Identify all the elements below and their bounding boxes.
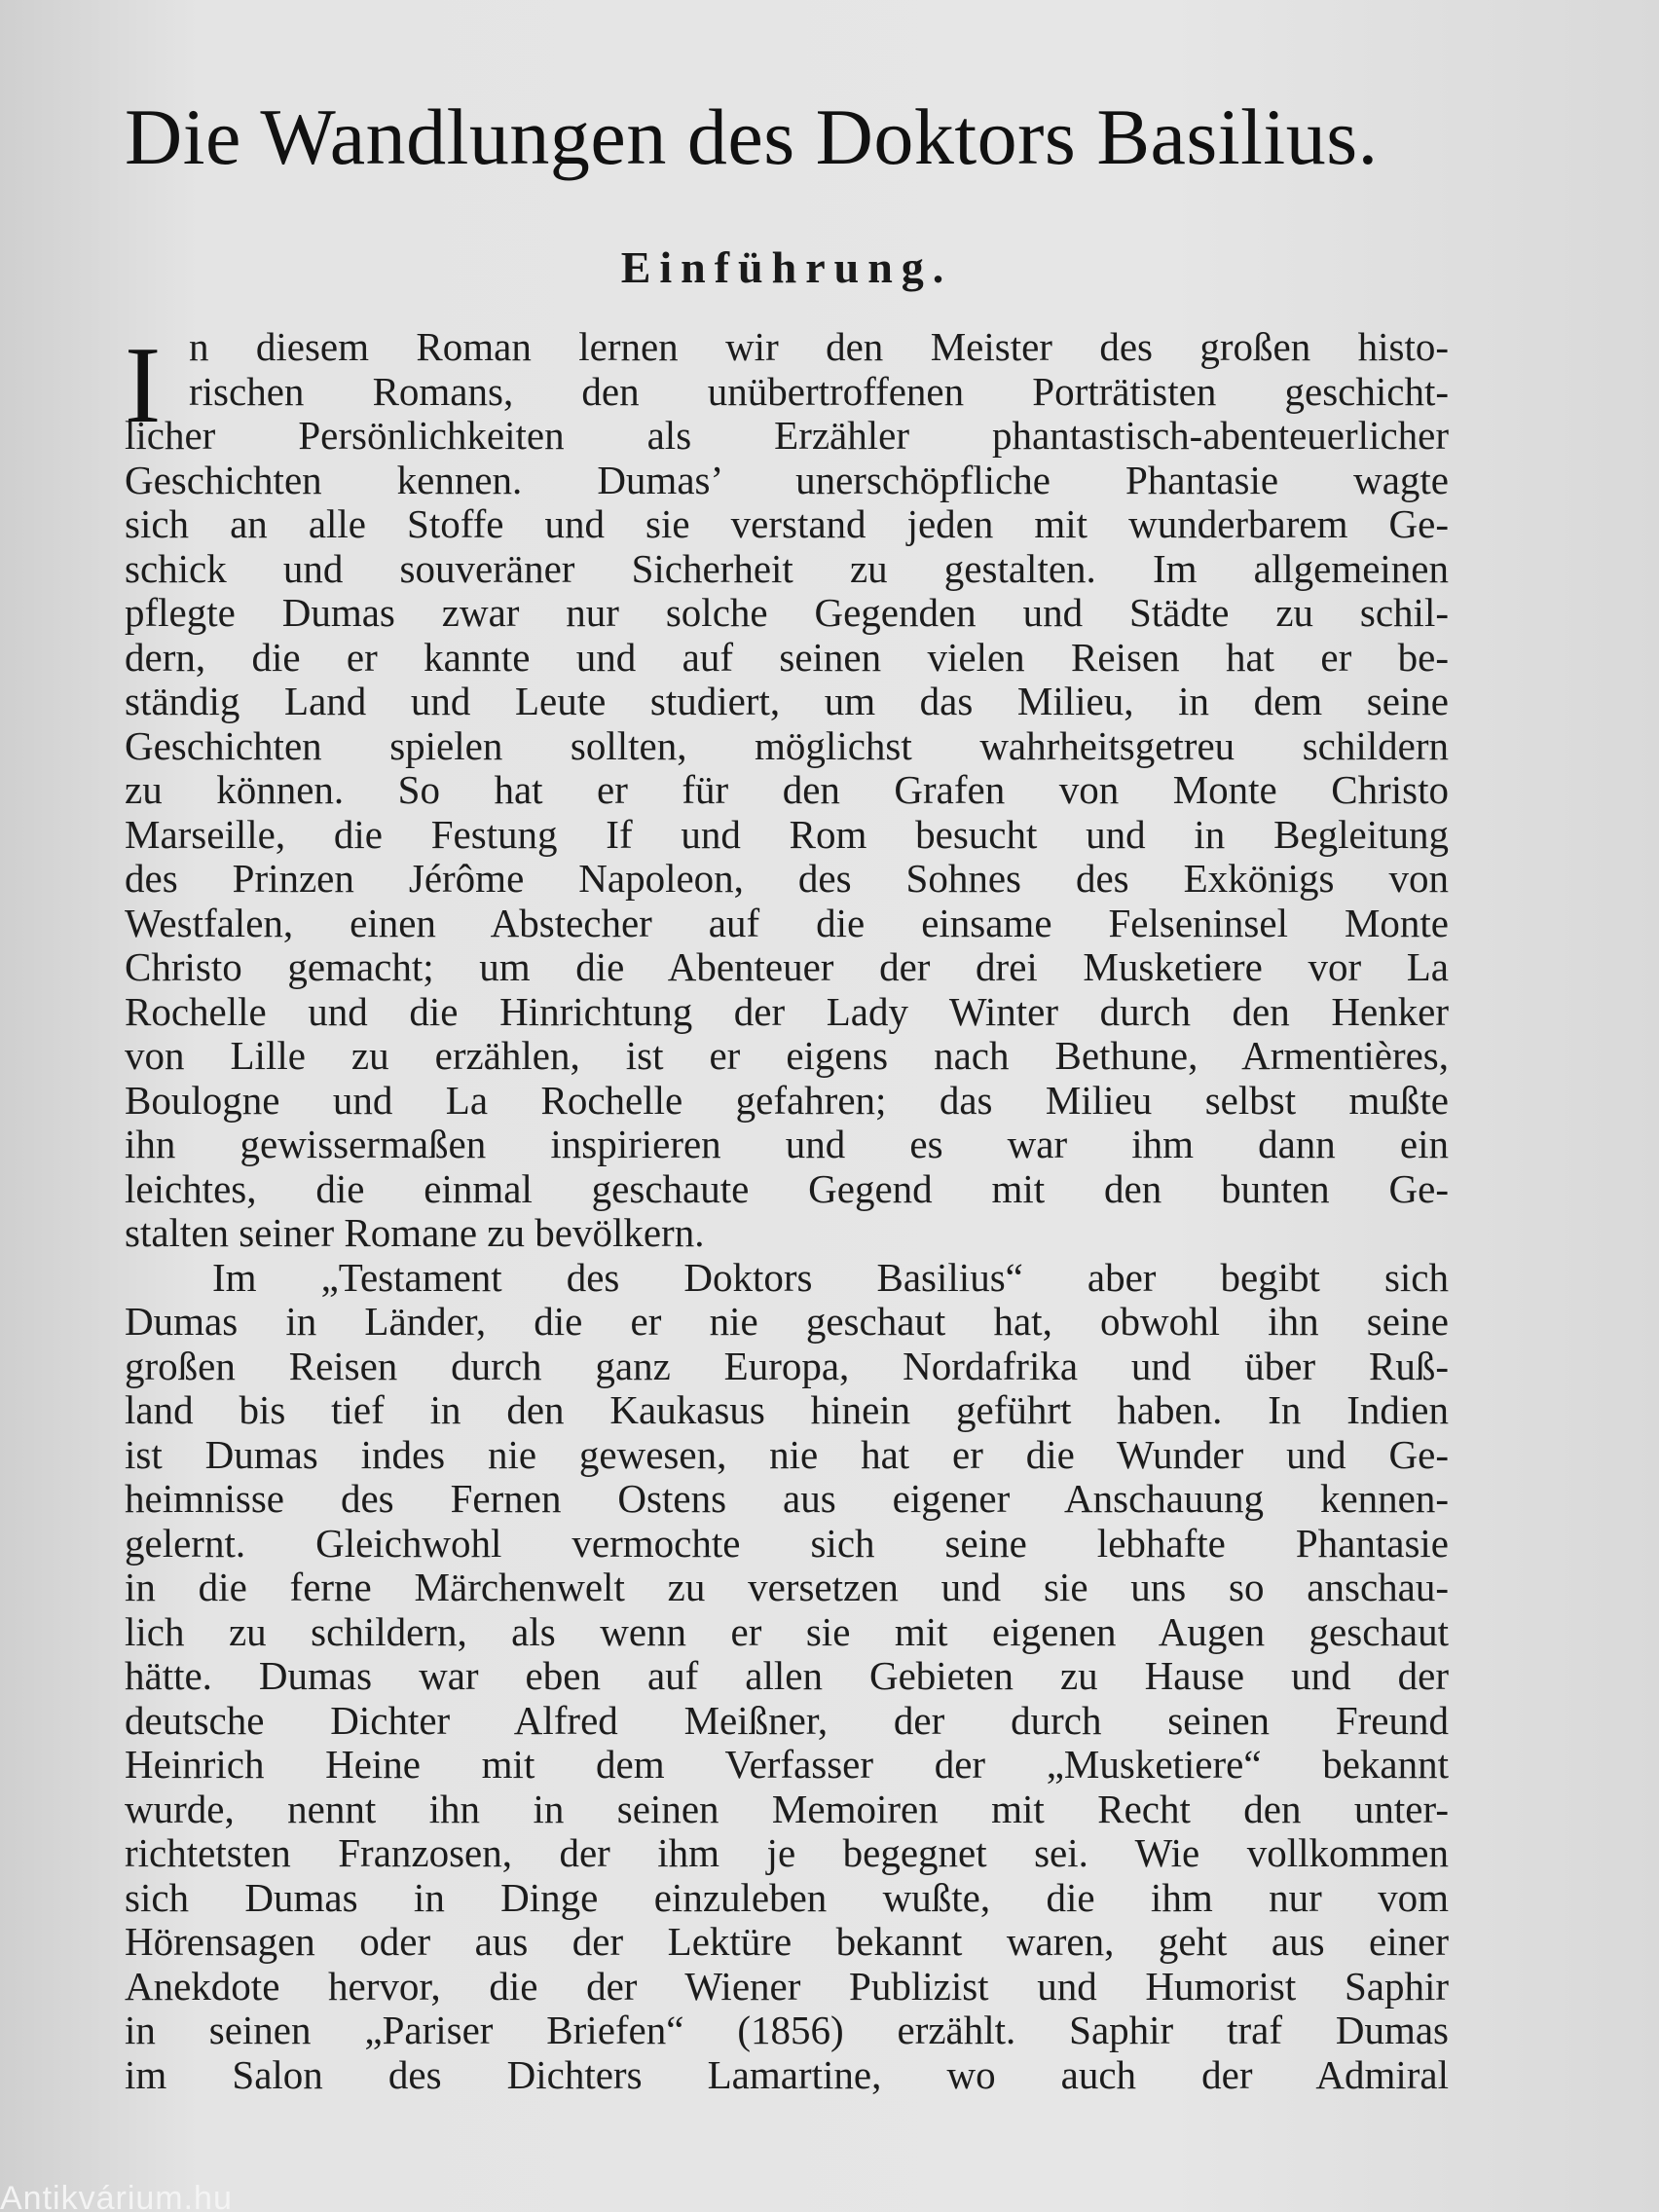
- text-line: Westfalen, einen Abstecher auf die einsame Felseninsel Monte: [125, 900, 1449, 945]
- text-line: zu können. So hat er für den Grafen von Monte Christo: [125, 767, 1449, 812]
- text-line: heimnisse des Fernen Ostens aus eigener Anschauung kennen-: [125, 1476, 1449, 1521]
- text-line: ständig Land und Leute studiert, um das Milieu, in dem seine: [125, 679, 1449, 723]
- text-line: Geschichten kennen. Dumas’ unerschöpfliche Phantasie wagte: [125, 457, 1449, 502]
- text-line: in die ferne Märchenwelt zu versetzen und sie uns so anschau-: [125, 1565, 1449, 1609]
- text-line: gelernt. Gleichwohl vermochte sich seine lebhafte Phantasie: [125, 1520, 1449, 1566]
- body-text: [125, 325, 1449, 2097]
- text-line: licher Persönlichkeiten als Erzähler phantastisch-abenteuerlicher: [125, 413, 1449, 458]
- text-line: großen Reisen durch ganz Europa, Nordafrika und über Ruß-: [125, 1343, 1449, 1388]
- text-line: Heinrich Heine mit dem Verfasser der „Musketiere“ bekannt: [125, 1742, 1449, 1787]
- text-line: ihn gewissermaßen inspirieren und es war ihm dann ein: [125, 1122, 1449, 1166]
- text-line: deutsche Dichter Alfred Meißner, der durch seinen Freund: [125, 1697, 1449, 1743]
- text-line: Marseille, die Festung If und Rom besucht und in Begleitung: [125, 811, 1449, 857]
- text-line: leichtes, die einmal geschaute Gegend mit den bunten Ge-: [125, 1165, 1449, 1211]
- text-line: Christo gemacht; um die Abenteuer der drei Musketiere vor La: [125, 944, 1449, 989]
- text-line: land bis tief in den Kaukasus hinein geführt haben. In Indien: [125, 1387, 1449, 1432]
- text-line: hätte. Dumas war eben auf allen Gebieten zu Hause und der: [125, 1653, 1449, 1698]
- watermark: Antikvárium.hu: [0, 2185, 233, 2212]
- text-line: von Lille zu erzählen, ist er eigens nach Bethune, Armentières,: [125, 1033, 1449, 1078]
- page-title: Die Wandlungen des Doktors Basilius.: [125, 92, 1379, 181]
- text-line: Im „Testament des Doktors Basilius“ aber begibt sich: [212, 1254, 1449, 1300]
- text-line: sich an alle Stoffe und sie verstand jeden mit wunderbarem Ge-: [125, 501, 1449, 546]
- text-line: schick und souveräner Sicherheit zu gestalten. Im allgemeinen: [125, 545, 1449, 591]
- text-line: stalten seiner Romane zu bevölkern.: [125, 1210, 705, 1255]
- text-line: Rochelle und die Hinrichtung der Lady Winter durch den Henker: [125, 988, 1449, 1034]
- text-line: n diesem Roman lernen wir den Meister des großen histo-: [189, 324, 1449, 369]
- text-line: Anekdote hervor, die der Wiener Publizist und Humorist Saphir: [125, 1963, 1449, 2009]
- text-line: pflegte Dumas zwar nur solche Gegenden und Städte zu schil-: [125, 590, 1449, 635]
- text-line: sich Dumas in Dinge einzuleben wußte, die ihm nur vom: [125, 1874, 1449, 1920]
- text-line: wurde, nennt ihn in seinen Memoiren mit Recht den unter-: [125, 1786, 1449, 1831]
- text-line: rischen Romans, den unübertroffenen Porträtisten geschicht-: [189, 368, 1449, 414]
- text-line: Boulogne und La Rochelle gefahren; das Milieu selbst mußte: [125, 1077, 1449, 1123]
- drop-cap: I: [125, 325, 162, 446]
- text-line: dern, die er kannte und auf seinen vielen Reisen hat er be-: [125, 634, 1449, 680]
- text-line: Hörensagen oder aus der Lektüre bekannt waren, geht aus einer: [125, 1919, 1449, 1964]
- text-line: des Prinzen Jérôme Napoleon, des Sohnes des Exkönigs von: [125, 856, 1449, 901]
- text-line: in seinen „Pariser Briefen“ (1856) erzählt. Saphir traf Dumas: [125, 2008, 1449, 2052]
- text-line: lich zu schildern, als wenn er sie mit eigenen Augen geschaut: [125, 1608, 1449, 1654]
- text-line: ist Dumas indes nie gewesen, nie hat er die Wunder und Ge-: [125, 1431, 1449, 1477]
- text-line: Dumas in Länder, die er nie geschaut hat, obwohl ihn seine: [125, 1299, 1449, 1344]
- section-heading: Einführung.: [620, 242, 953, 292]
- text-line: Geschichten spielen sollten, möglichst wahrheitsgetreu schildern: [125, 722, 1449, 768]
- text-line: im Salon des Dichters Lamartine, wo auch der Admiral: [125, 2051, 1449, 2097]
- text-line: richtetsten Franzosen, der ihm je begegnet sei. Wie vollkommen: [125, 1830, 1449, 1875]
